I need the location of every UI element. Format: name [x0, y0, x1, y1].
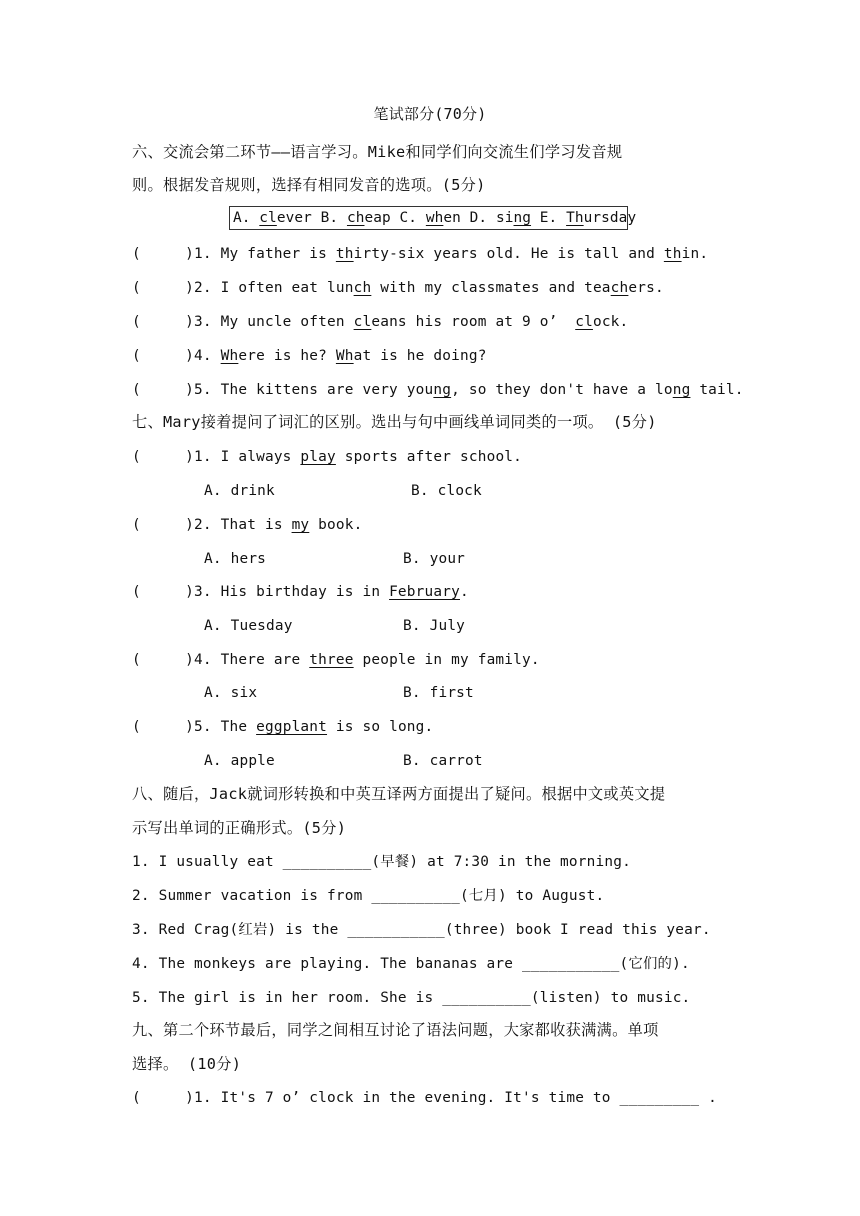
s7-q4-options	[204, 683, 474, 703]
s8-question-3: 3. Red Crag(红岩) is the ___________(three) book I read this year.	[132, 922, 711, 938]
s8-question-2: 2. Summer vacation is from __________(七月) to August.	[132, 888, 605, 904]
section-6-heading-line2: 则。根据发音规则，选择有相同发音的选项。(5分)	[132, 176, 486, 194]
s6-question-2: ( )2. I often eat lunch with my classmates and teachers.	[132, 280, 664, 296]
s7-question-5: ( )5. The eggplant is so long.	[132, 719, 434, 735]
s7-question-1: ( )1. I always play sports after school.	[132, 449, 523, 465]
section-6-heading-line1: 六、交流会第二环节——语言学习。Mike和同学们向交流生们学习发音规	[132, 143, 623, 161]
s8-question-5: 5. The girl is in her room. She is __________(listen) to music.	[132, 990, 691, 1006]
option-a: A. hers	[204, 551, 267, 567]
section-8-heading-line1: 八、随后，Jack就词形转换和中英互译两方面提出了疑问。根据中文或英文提	[132, 785, 666, 803]
s7-question-3: ( )3. His birthday is in February.	[132, 584, 469, 600]
s8-question-4: 4. The monkeys are playing. The bananas are ___________(它们的).	[132, 956, 690, 972]
option-b: B. carrot	[403, 753, 483, 769]
option-b: B. your	[403, 551, 466, 567]
section-7-heading: 七、Mary接着提问了词汇的区别。选出与句中画线单词同类的一项。 (5分)	[132, 413, 657, 431]
option-a: A. apple	[204, 753, 275, 769]
option-a: A. Tuesday	[204, 618, 293, 634]
page-title: 笔试部分(70分)	[373, 105, 487, 123]
phonics-options-box: A. clever B. cheap C. when D. sing E. Thursday	[229, 206, 628, 230]
option-b: B. clock	[411, 483, 482, 499]
option-b: B. first	[403, 685, 474, 701]
s7-q3-options	[204, 616, 466, 636]
s7-question-2: ( )2. That is my book.	[132, 517, 363, 533]
s6-question-4: ( )4. Where is he? What is he doing?	[132, 348, 487, 364]
section-8-heading-line2: 示写出单词的正确形式。(5分)	[132, 819, 347, 837]
section-9-heading-line1: 九、第二个环节最后，同学之间相互讨论了语法问题，大家都收获满满。单项	[132, 1021, 659, 1039]
s9-question-1: ( )1. It's 7 o’ clock in the evening. It's time to _________ .	[132, 1090, 718, 1106]
s6-question-3: ( )3. My uncle often cleans his room at 9 o’ clock.	[132, 314, 629, 330]
s7-question-4: ( )4. There are three people in my family.	[132, 652, 540, 668]
option-a: A. drink	[204, 483, 275, 499]
section-9-heading-line2: 选择。 (10分)	[132, 1055, 242, 1073]
s6-question-1: ( )1. My father is thirty-six years old. He is tall and thin.	[132, 246, 709, 262]
option-b: B. July	[403, 618, 466, 634]
s7-q1-options	[204, 481, 482, 501]
s7-q2-options	[204, 549, 466, 569]
s8-question-1: 1. I usually eat __________(早餐) at 7:30 in the morning.	[132, 854, 631, 870]
s6-question-5: ( )5. The kittens are very young, so they don't have a long tail.	[132, 382, 744, 398]
option-a: A. six	[204, 685, 258, 701]
s7-q5-options	[204, 751, 483, 771]
